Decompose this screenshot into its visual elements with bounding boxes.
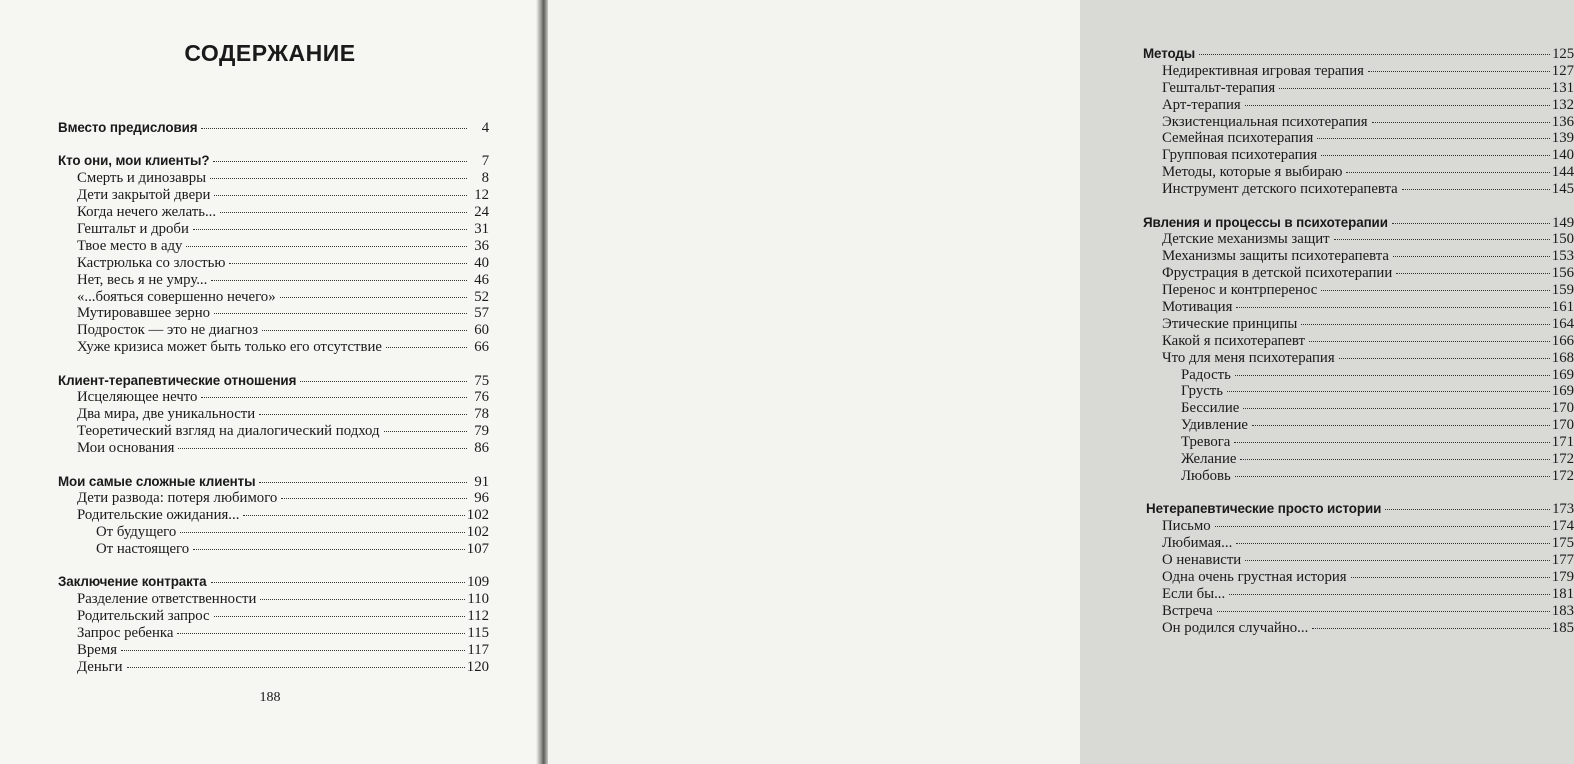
dot-leader (259, 482, 467, 483)
dot-leader (1245, 560, 1550, 561)
toc-entry-title: Хуже кризиса может быть только его отсутствие (77, 339, 382, 356)
toc-entry-page: 102 (466, 507, 489, 524)
dot-leader (1339, 358, 1550, 359)
toc-entry-page: 31 (474, 220, 489, 237)
dot-leader (1229, 594, 1550, 595)
dot-leader (121, 650, 465, 651)
toc-entry (58, 659, 489, 676)
toc-entry-title: Теоретический взгляд на диалогический подход (77, 423, 380, 440)
toc-entry (1143, 350, 1574, 367)
toc-entry-page: 112 (467, 608, 489, 625)
toc-entry-title: Когда нечего желать... (77, 204, 217, 221)
toc-entry-title: Механизмы защиты психотерапевта (1162, 248, 1389, 265)
toc-entry-page: 7 (481, 153, 489, 170)
dot-leader (1279, 88, 1550, 89)
dot-leader (213, 161, 467, 162)
dot-leader (1396, 273, 1550, 274)
dot-leader (1351, 577, 1550, 578)
dot-leader (1402, 189, 1550, 190)
dot-leader (1235, 375, 1550, 376)
dot-leader (1252, 425, 1550, 426)
dot-leader (300, 381, 467, 382)
toc-entry-page: 144 (1551, 164, 1574, 181)
toc-entry-title: Письмо (1162, 518, 1211, 535)
toc-entry-page: 179 (1551, 568, 1574, 585)
toc-entry-page: 153 (1551, 248, 1574, 265)
page-title: СОДЕРЖАНИЕ (184, 40, 356, 66)
toc-entry-page: 46 (474, 271, 489, 288)
toc-entry (58, 625, 489, 642)
dot-leader (262, 330, 467, 331)
toc-entry-page: 78 (474, 406, 489, 423)
toc-entry-page: 161 (1551, 298, 1574, 315)
toc-entry-page: 173 (1552, 501, 1574, 518)
toc-entry-page: 132 (1551, 96, 1574, 113)
dot-leader (1215, 526, 1550, 527)
toc-entry (58, 642, 489, 659)
toc-entry-title: Что для меня психотерапия (1162, 349, 1335, 366)
dot-leader (281, 498, 467, 499)
toc-section-heading (1143, 501, 1574, 518)
dot-leader (243, 515, 464, 516)
dot-leader (193, 549, 465, 550)
dot-leader (214, 195, 467, 196)
dot-leader (214, 616, 466, 617)
toc-entry (58, 339, 489, 356)
toc-entry-title: Дети закрытой двери (77, 187, 211, 204)
toc-entry-title: Дети развода: потеря любимого (77, 490, 278, 507)
dot-leader (1372, 122, 1550, 123)
toc-entry-title: Арт-терапия (1162, 96, 1241, 113)
dot-leader (127, 667, 465, 668)
toc-entry-page: 76 (474, 389, 489, 406)
toc-entry (58, 406, 489, 423)
dot-leader (1240, 459, 1549, 460)
dot-leader (186, 246, 467, 247)
toc-entry-page: 175 (1551, 535, 1574, 552)
dot-leader (210, 178, 467, 179)
toc-entry (1143, 383, 1574, 400)
toc-entry-page: 60 (474, 322, 489, 339)
toc-entry-title: Одна очень грустная история (1162, 568, 1347, 585)
toc-entry (1143, 147, 1574, 164)
dot-leader (178, 448, 467, 449)
toc-entry-page: 131 (1551, 79, 1574, 96)
dot-leader (177, 633, 465, 634)
toc-entry-title: Удивление (1181, 417, 1248, 434)
toc-entry (58, 490, 489, 507)
toc-entry (1143, 367, 1574, 384)
toc-entry-page: 159 (1551, 282, 1574, 299)
toc-entry-title: Гештальт и дроби (77, 220, 189, 237)
toc-entry-title: Любимая... (1162, 535, 1233, 552)
toc-entry-title: Нет, весь я не умру... (77, 271, 208, 288)
toc-entry-title: Недирективная игровая терапия (1162, 62, 1364, 79)
toc-entry (58, 389, 489, 406)
toc-entry-page: 8 (481, 170, 489, 187)
toc-entry (1143, 63, 1574, 80)
toc-entry-page: 185 (1551, 619, 1574, 636)
dot-leader (1392, 223, 1550, 224)
toc-entry-page: 40 (474, 254, 489, 271)
dot-leader (201, 397, 467, 398)
dot-leader (220, 212, 467, 213)
toc-entry-page: 12 (474, 187, 489, 204)
dot-leader (180, 532, 465, 533)
toc-entry-page: 174 (1551, 518, 1574, 535)
toc-entry-title: От будущего (96, 524, 177, 541)
toc-entry-title: Бессилие (1181, 400, 1240, 417)
toc-entry (1143, 434, 1574, 451)
toc-entry-title: Деньги (77, 658, 123, 675)
toc-entry (1143, 97, 1574, 114)
dot-leader (1236, 543, 1550, 544)
toc-entry-page: 172 (1551, 467, 1574, 484)
toc-entry (1143, 518, 1574, 535)
dot-leader (1236, 307, 1549, 308)
dot-leader (229, 263, 467, 264)
toc-entry (1143, 265, 1574, 282)
toc-entry-title: Два мира, две уникальности (77, 406, 256, 423)
toc-entry-page: 52 (474, 288, 489, 305)
toc-section-heading (58, 153, 489, 170)
toc-entry (1143, 231, 1574, 248)
toc-entry (1143, 333, 1574, 350)
dot-leader (211, 582, 466, 583)
toc-entry (58, 289, 489, 306)
toc-entry-page: 169 (1551, 366, 1574, 383)
toc-entry-page: 140 (1551, 147, 1574, 164)
toc-entry (58, 187, 489, 204)
toc-entry-page: 127 (1551, 62, 1574, 79)
toc-entry-title: Запрос ребенка (77, 625, 174, 642)
toc-entry-title: Тревога (1181, 434, 1231, 451)
dot-leader (1243, 408, 1549, 409)
dot-leader (1393, 256, 1550, 257)
toc-entry (1143, 181, 1574, 198)
left-page (0, 0, 540, 764)
toc-section-heading (58, 574, 489, 591)
toc-entry-title: Подросток — это не диагноз (77, 322, 259, 339)
toc-entry-page: 75 (474, 372, 489, 389)
toc-entry (58, 541, 489, 558)
toc-entry-page: 139 (1551, 130, 1574, 147)
toc-entry-title: Семейная психотерапия (1162, 130, 1314, 147)
toc-entry-page: 171 (1551, 434, 1574, 451)
dot-leader (259, 414, 467, 415)
toc-entry (1143, 603, 1574, 620)
toc-entry-page: 109 (467, 574, 489, 591)
toc-entry-title: Этические принципы (1162, 315, 1298, 332)
toc-entry-title: Мои основания (77, 440, 175, 457)
toc-entry-page: 156 (1551, 265, 1574, 282)
dot-leader (1346, 172, 1549, 173)
dot-leader (384, 431, 467, 432)
toc-entry-title: Инструмент детского психотерапевта (1162, 181, 1398, 198)
toc-entry (58, 440, 489, 457)
toc-entry (1143, 299, 1574, 316)
toc-entry-page: 79 (474, 423, 489, 440)
toc-entry-page: 150 (1551, 231, 1574, 248)
toc-entry-page: 168 (1551, 349, 1574, 366)
toc-entry-title: Разделение ответственности (77, 591, 257, 608)
dot-leader (1227, 391, 1550, 392)
toc-entry-title: Встреча (1162, 602, 1213, 619)
right-page (548, 0, 1574, 764)
toc-entry (1143, 535, 1574, 552)
toc-right-column (1143, 46, 1574, 636)
toc-section-heading (58, 120, 489, 137)
toc-entry (1143, 552, 1574, 569)
toc-entry (1143, 620, 1574, 637)
dot-leader (1234, 442, 1549, 443)
dot-leader (280, 297, 467, 298)
toc-entry (58, 608, 489, 625)
toc-entry-page: 102 (466, 524, 489, 541)
toc-entry-page: 91 (474, 473, 489, 490)
toc-entry-page: 145 (1551, 181, 1574, 198)
toc-entry-page: 4 (481, 120, 489, 136)
dot-leader (193, 229, 467, 230)
dot-leader (1245, 105, 1550, 106)
toc-entry-page: 177 (1551, 551, 1574, 568)
dot-leader (1217, 611, 1550, 612)
toc-entry-page: 110 (467, 591, 489, 608)
toc-entry (1143, 164, 1574, 181)
toc-entry-title: Экзистенциальная психотерапия (1162, 113, 1368, 130)
dot-leader (1312, 628, 1550, 629)
dot-leader (1301, 324, 1549, 325)
dot-leader (1334, 239, 1550, 240)
dot-leader (1199, 54, 1550, 55)
toc-entry-page: 117 (467, 642, 489, 659)
toc-entry-title: От настоящего (96, 541, 190, 558)
dot-leader (1309, 341, 1550, 342)
toc-entry-title: Клиент-терапевтические отношения (58, 372, 297, 388)
toc-entry (1143, 130, 1574, 147)
toc-entry-title: Радость (1181, 366, 1231, 383)
dot-leader (1385, 509, 1550, 510)
toc-entry (58, 170, 489, 187)
toc-entry-page: 86 (474, 440, 489, 457)
toc-entry (58, 423, 489, 440)
toc-entry-title: О ненависти (1162, 551, 1242, 568)
toc-entry-title: Желание (1181, 450, 1237, 467)
dot-leader (386, 347, 467, 348)
dot-leader (211, 280, 467, 281)
toc-entry (58, 221, 489, 238)
toc-entry (1143, 400, 1574, 417)
toc-entry-page: 172 (1551, 450, 1574, 467)
toc-entry-title: Родительские ожидания... (77, 507, 240, 524)
toc-entry-title: Какой я психотерапевт (1162, 332, 1306, 349)
toc-section-heading (1143, 46, 1574, 63)
toc-entry (1143, 282, 1574, 299)
toc-entry (1143, 80, 1574, 97)
toc-left-column (58, 120, 489, 676)
toc-entry-title: «...бояться совершенно нечего» (77, 288, 276, 305)
toc-entry (58, 255, 489, 272)
dot-leader (1368, 71, 1550, 72)
toc-entry-page: 120 (466, 658, 489, 675)
toc-entry-title: Кто они, мои клиенты? (58, 153, 210, 169)
dot-leader (1317, 138, 1549, 139)
toc-entry (1143, 417, 1574, 434)
page-number: 188 (259, 690, 281, 705)
dot-leader (1321, 290, 1550, 291)
toc-entry-title: Любовь (1181, 467, 1231, 484)
toc-entry-title: Он родился случайно... (1162, 619, 1309, 636)
toc-entry-title: Перенос и контрперенос (1162, 282, 1318, 299)
dot-leader (1321, 155, 1550, 156)
toc-entry-page: 96 (474, 490, 489, 507)
dot-leader (201, 128, 467, 129)
toc-entry (1143, 248, 1574, 265)
toc-entry-title: Методы (1143, 46, 1196, 61)
toc-entry (58, 305, 489, 322)
toc-entry-title: Смерть и динозавры (77, 170, 207, 187)
toc-entry (58, 238, 489, 255)
toc-entry (1143, 586, 1574, 603)
toc-entry-page: 125 (1552, 46, 1574, 62)
toc-entry-title: Явления и процессы в психотерапии (1143, 214, 1388, 230)
toc-entry-title: Групповая психотерапия (1162, 147, 1318, 164)
toc-entry-page: 166 (1551, 332, 1574, 349)
dot-leader (214, 313, 467, 314)
toc-entry (58, 507, 489, 524)
toc-entry-page: 170 (1551, 417, 1574, 434)
toc-entry-title: Грусть (1181, 383, 1224, 400)
toc-entry-page: 36 (474, 237, 489, 254)
toc-entry-page: 66 (474, 339, 489, 356)
toc-entry-page: 57 (474, 305, 489, 322)
toc-entry-title: Если бы... (1162, 585, 1226, 602)
toc-entry-page: 181 (1551, 585, 1574, 602)
toc-entry (1143, 451, 1574, 468)
toc-entry-page: 107 (466, 541, 489, 558)
toc-entry-title: Мутировавшее зерно (77, 305, 211, 322)
dot-leader (260, 599, 465, 600)
toc-entry-page: 149 (1552, 214, 1574, 231)
toc-entry-title: Родительский запрос (77, 608, 210, 625)
toc-entry-title: Время (77, 642, 118, 659)
toc-entry-page: 170 (1551, 400, 1574, 417)
toc-entry-page: 24 (474, 204, 489, 221)
toc-entry (58, 204, 489, 221)
toc-section-heading (58, 373, 489, 390)
toc-entry-title: Детские механизмы защит (1162, 231, 1330, 248)
toc-entry-title: Исцеляющее нечто (77, 389, 198, 406)
toc-entry-title: Заключение контракта (58, 574, 207, 590)
toc-entry-page: 169 (1551, 383, 1574, 400)
toc-entry-page: 136 (1551, 113, 1574, 130)
toc-entry-page: 164 (1551, 315, 1574, 332)
toc-entry-page: 115 (467, 625, 489, 642)
toc-section-heading (1143, 215, 1574, 232)
toc-entry-page: 183 (1551, 602, 1574, 619)
dot-leader (1235, 476, 1550, 477)
toc-entry-title: Вместо предисловия (58, 120, 198, 135)
toc-entry-title: Гештальт-терапия (1162, 79, 1276, 96)
toc-entry-title: Мои самые сложные клиенты (58, 473, 256, 489)
toc-entry (58, 272, 489, 289)
toc-entry (58, 591, 489, 608)
toc-entry-title: Фрустрация в детской психотерапии (1162, 265, 1393, 282)
toc-entry (1143, 569, 1574, 586)
toc-entry-title: Кастрюлька со злостью (77, 254, 226, 271)
toc-section-heading (58, 474, 489, 491)
toc-entry-title: Нетерапевтические просто истории (1146, 501, 1382, 517)
toc-entry-title: Методы, которые я выбираю (1162, 164, 1343, 181)
toc-entry-title: Твое место в аду (77, 237, 183, 254)
toc-entry (58, 524, 489, 541)
toc-entry (1143, 114, 1574, 131)
toc-entry (1143, 468, 1574, 485)
toc-entry-title: Мотивация (1162, 298, 1233, 315)
toc-entry (58, 322, 489, 339)
toc-entry (1143, 316, 1574, 333)
